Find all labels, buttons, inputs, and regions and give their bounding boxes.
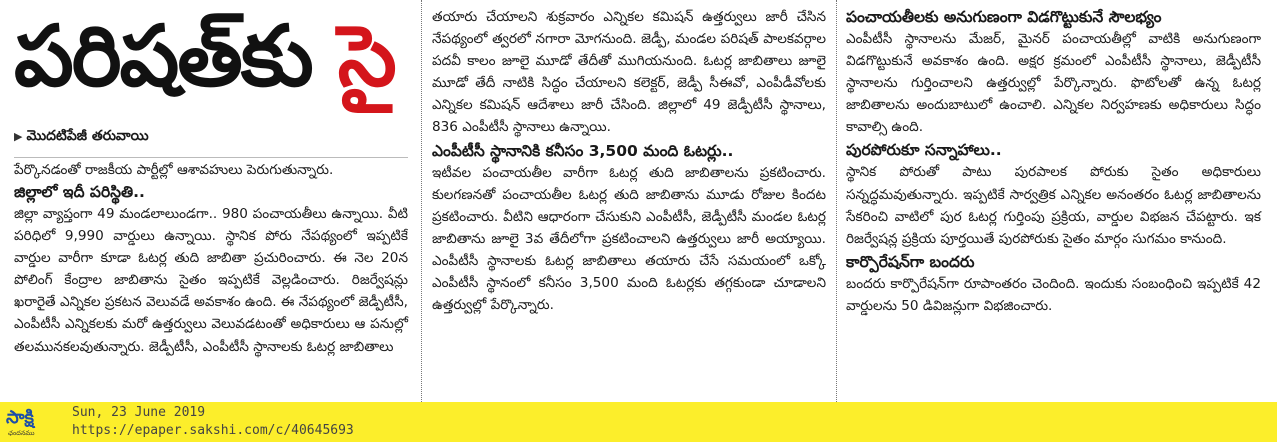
col3-paragraph-2: స్థానిక పోరుతో పాటు పురపాలక పోరుకు సైతం అధికారులు సన్నద్ధమవుతున్నారు. ఇప్పటికే సార్వత్రిక ఎన్నికల అనంతరం ఓటర్ల జాబితాలను సేకరించి వాటిలో పుర ఓటర్ల గుర్తింపు ప్రక్రియ, వార్డుల విభజన చేపట్టారు. ఇక రిజర్వేషన్ల ప్రక్రియ పూర్తయితే పురపోరుకు సైతం మార్గం సుగమం కానుంది. (846, 164, 1261, 247)
headline (14, 6, 414, 106)
column-1 (14, 181, 408, 358)
column-divider-2 (836, 0, 837, 402)
column-divider-1 (421, 0, 422, 402)
col2-subhead: ఎంపీటీసీ స్థానానికి కనీసం 3,500 మంది ఓటర్లు.. (432, 141, 734, 160)
col3-subhead-3: కార్పొరేషన్‌గా బందరు (846, 252, 975, 271)
logo-text: సాక్షి (6, 407, 34, 428)
intro-line: పేర్కొనడంతో రాజకీయ పార్టీల్లో ఆశావహులు పెరుగుతున్నారు. (14, 157, 408, 181)
col3-paragraph-3: బందరు కార్పొరేషన్‌గా రూపాంతరం చెందింది. ఇందుకు సంబంధించి ఇప్పటికే 42 వార్డులను 50 డివిజన్లుగా విభజించారు. (846, 275, 1261, 314)
logo-tagline: ఛందనము (8, 429, 35, 437)
headline-red: సై (337, 7, 397, 105)
col3-paragraph-1: ఎంపీటీసీ స్థానాలను మేజర్, మైనర్‌ పంచాయతీల్లో వాటికి అనుగుణంగా విడగొట్టుకునే అవకాశం ఉంది. అక్షర క్రమంలో ఎంపీటీసీ స్థానాలు, జెడ్పీటీసీ స్థానాలను గుర్తించాలని ఉత్తర్వుల్లో పేర్కొన్నారు. ఫొటోలతో ఉన్న ఓటర్ల జాబితాలను అందుబాటులో ఉంచాలి. ఎన్నికల నిర్వహణకు అధికారులు సిద్ధం కావాల్సి ఉంది. (846, 31, 1261, 136)
byline-text: మొదటిపేజీ తరువాయి (26, 128, 149, 144)
headline-black: పరిషత్‌కు (14, 7, 312, 105)
triangle-icon: ▶ (14, 130, 23, 143)
col1-paragraph: జిల్లా వ్యాప్తంగా 49 మండలాలుండగా.. 980 పంచాయతీలు ఉన్నాయి. వీటి పరిధిలో 9,990 వార్డులు ఉన్నాయి. స్థానిక పోరు నేపథ్యంలో ఇప్పటికే వార్డుల వారీగా కూడా ఓటర్ల తుది జాబితా ప్రచురించారు. ఈ నెల 20న పోలింగ్‌ కేంద్రాల జాబితాను సైతం ఇప్పటికే వెల్లడించారు. రిజర్వేషన్లు ఖరారైతే ఎన్నికల ప్రకటన వెలువడే అవకాశం ఉంది. ఈ నేపథ్యంలో జెడ్పీటీసీ, ఎంపీటీసీ ఎన్నికలకు మరో ఉత్తర్వులు వెలువడటంతో అధికారులు ఆ పనుల్లో తలమునకలవుతున్నారు. జెడ్పీటీసీ, ఎంపీటీసీ స్థానాలకు ఓటర్ల జాబితాలు (14, 206, 408, 355)
sakshi-logo[interactable] (6, 407, 62, 435)
column-2 (432, 6, 826, 316)
publication-date: Sun, 23 June 2019 (72, 405, 206, 420)
col2-paragraph-2: ఇటీవల పంచాయతీల వారీగా ఓటర్ల తుది జాబితాలను ప్రకటించారు. కులగణనతో పంచాయతీల ఓటర్ల తుది జాబితాను మూడు రోజుల కిందట ప్రకటించారు. వీటిని ఆధారంగా చేసుకుని ఎంపీటీసీ, జెడ్పీటీసీ మండల ఓటర్ల జాబితాను జూలై 3వ తేదీలోగా ప్రకటించాలని ఉత్తర్వులు జారీ అయ్యాయి. ఎంపీటీసీ స్థానాలకు ఓటర్ల జాబితాలు తయారు చేసే సమయంలో ఒక్కో ఎంపీటీసీ స్థానంలో కనీసం 3,500 మంది ఓటర్లకు తగ్గకుండా చూడాలని ఉత్తర్వుల్లో పేర్కొన్నారు. (432, 164, 826, 314)
column-3 (846, 6, 1261, 317)
byline (14, 128, 149, 147)
col2-paragraph-1: తయారు చేయాలని శుక్రవారం ఎన్నికల కమిషన్‌ ఉత్తర్వులు జారీ చేసిన నేపథ్యంలో త్వరలో నగారా మోగనుంది. జెడ్పీ, మండల పరిషత్‌ పాలకవర్గాల పదవీ కాలం జూలై మూడో తేదీతో ముగియనుంది. ఓటర్ల జాబితాలు జూలై మూడో తేదీ నాటికి సిద్ధం చేయాలని కలెక్టర్, జెడ్పీ సీఈవో, ఎంపీడీవోలకు ఎన్నికల కమిషన్‌ ఆదేశాలు జారీ చేసింది. జిల్లాలో 49 జెడ్పీటీసీ స్థానాలు, 836 ఎంపీటీసీ స్థానాలు ఉన్నాయి. (432, 9, 826, 136)
col1-subhead: జిల్లాలో ఇదీ పరిస్థితి.. (14, 183, 145, 201)
col3-subhead-2: పురపోరుకూ సన్నాహాలు.. (846, 141, 1002, 160)
footer-bar (0, 402, 1277, 442)
epaper-link[interactable]: https://epaper.sakshi.com/c/40645693 (72, 423, 354, 438)
col3-subhead-1: పంచాయతీలకు అనుగుణంగా విడగొట్టుకునే సౌలభ్యం (846, 8, 1162, 26)
